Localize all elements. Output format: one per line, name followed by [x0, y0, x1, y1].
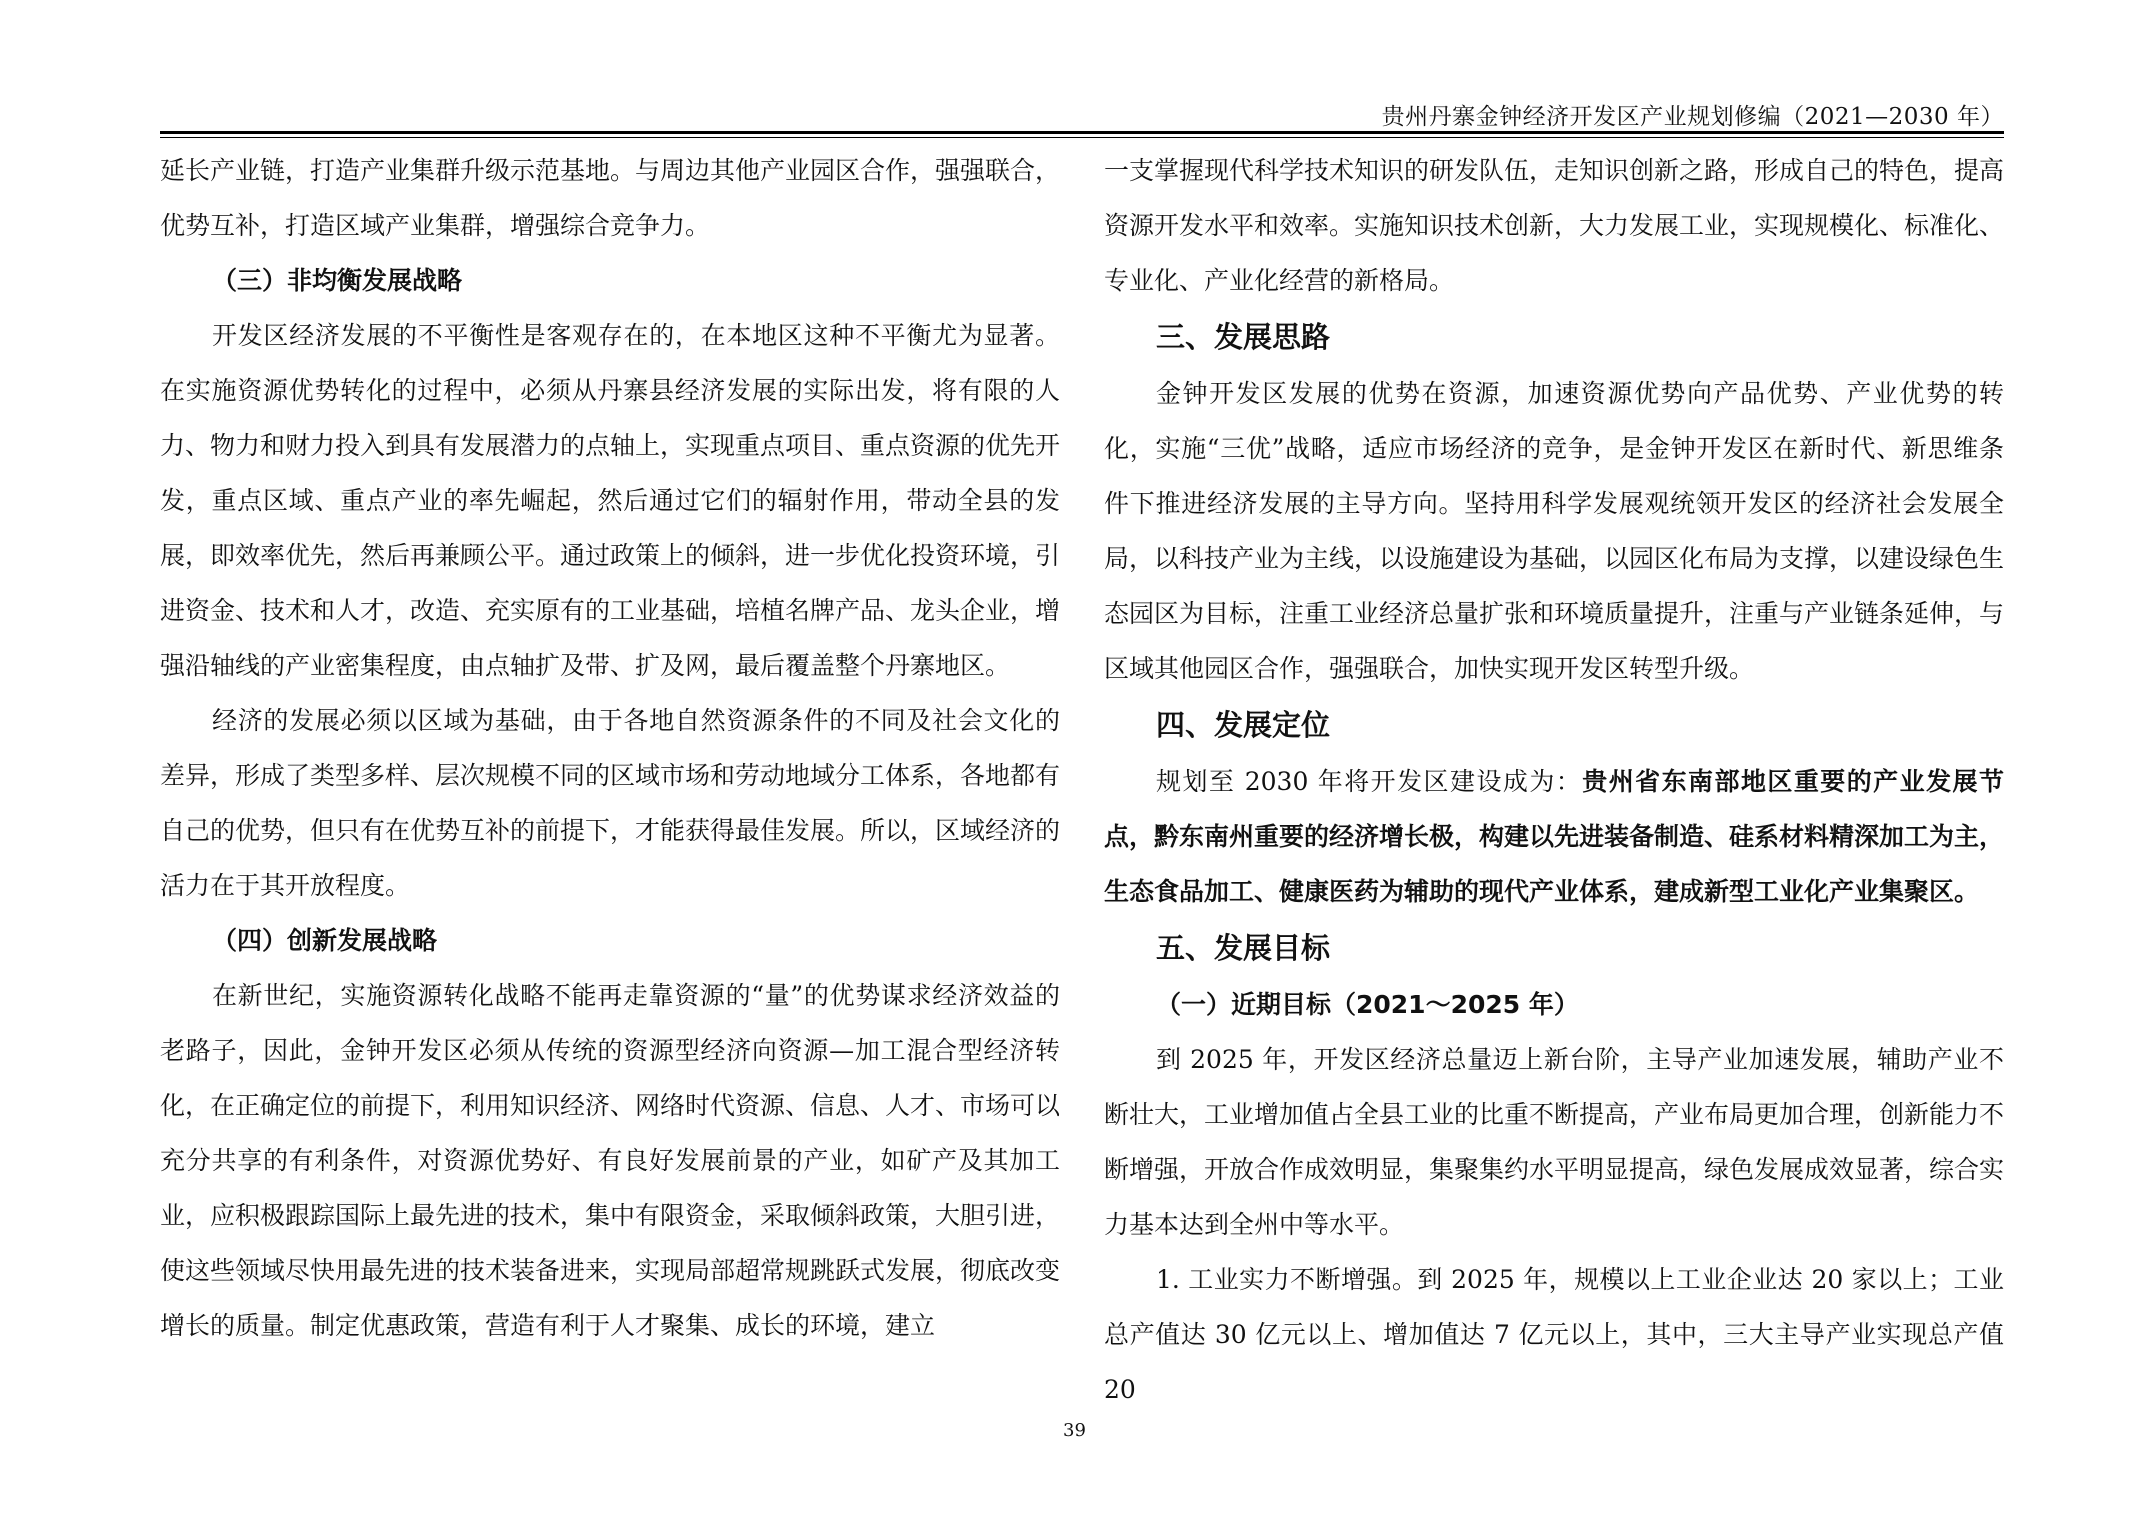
header-rule-thin: [160, 137, 2004, 138]
heading-development-positioning: 四、发展定位: [1156, 708, 1331, 742]
paragraph-industrial-strength: 1. 工业实力不断增强。到 2025 年，规模以上工业企业达 20 家以上；工业总产值达 30 亿元以上、增加值达 7 亿元以上，其中，三大主导产业实现总产值 20: [1104, 1265, 2004, 1404]
paragraph-continuation: 一支掌握现代科学技术知识的研发队伍，走知识创新之路，形成自己的特色，提高资源开发水平和效率。实施知识技术创新，大力发展工业，实现规模化、标准化、专业化、产业化经营的新格局。: [1104, 156, 2005, 295]
page-number: 39: [1063, 1420, 1086, 1441]
paragraph-unbalanced-1: 开发区经济发展的不平衡性是客观存在的，在本地区这种不平衡尤为显著。在实施资源优势转化的过程中，必须从丹寨县经济发展的实际出发，将有限的人力、物力和财力投入到具有发展潜力的点轴上，实现重点项目、重点资源的优先开发，重点区域、重点产业的率先崛起，然后通过它们的辐射作用，带动全县的发展，即效率优先，然后再兼顾公平。通过政策上的倾斜，进一步优化投资环境，引进资金、技术和人才，改造、充实原有的工业基础，培植名牌产品、龙头企业，增强沿轴线的产业密集程度，由点轴扩及带、扩及网，最后覆盖整个丹寨地区。: [160, 321, 1061, 680]
heading-development-goals: 五、发展目标: [1156, 931, 1331, 965]
paragraph-innovation: 在新世纪，实施资源转化战略不能再走靠资源的“量”的优势谋求经济效益的老路子，因此，金钟开发区必须从传统的资源型经济向资源—加工混合型经济转化，在正确定位的前提下，利用知识经济、网络时代资源、信息、人才、市场可以充分共享的有利条件，对资源优势好、有良好发展前景的产业，如矿产及其加工业，应积极跟踪国际上最先进的技术，集中有限资金，采取倾斜政策，大胆引进，使这些领域尽快用最先进的技术装备进来，实现局部超常规跳跃式发展，彻底改变增长的质量。制定优惠政策，营造有利于人才聚集、成长的环境，建立: [160, 981, 1061, 1340]
positioning-bold: 贵州省东南部地区重要的产业发展节点，黔东南州重要的经济增长极，构建以先进装备制造、硅系材料精深加工为主，生态食品加工、健康医药为辅助的现代产业体系，建成新型工业化产业集聚区。: [1104, 767, 2005, 906]
positioning-lead: 规划至 2030 年将开发区建设成为：: [1156, 767, 1583, 796]
heading-near-term-goals: （一）近期目标（2021～2025 年）: [1156, 990, 1579, 1019]
paragraph-development-thinking: 金钟开发区发展的优势在资源，加速资源优势向产品优势、产业优势的转化，实施“三优”战略，适应市场经济的竞争，是金钟开发区在新时代、新思维条件下推进经济发展的主导方向。坚持用科学发展观统领开发区的经济社会发展全局，以科技产业为主线，以设施建设为基础，以园区化布局为支撑，以建设绿色生态园区为目标，注重工业经济总量扩张和环境质量提升，注重与产业链条延伸，与区域其他园区合作，强强联合，加快实现开发区转型升级。: [1104, 379, 2005, 683]
paragraph-unbalanced-2: 经济的发展必须以区域为基础，由于各地自然资源条件的不同及社会文化的差异，形成了类型多样、层次规模不同的区域市场和劳动地域分工体系，各地都有自己的优势，但只有在优势互补的前提下，才能获得最佳发展。所以，区域经济的活力在于其开放程度。: [160, 706, 1061, 900]
paragraph-intro: 延长产业链，打造产业集群升级示范基地。与周边其他产业园区合作，强强联合，优势互补，打造区域产业集群，增强综合竞争力。: [160, 156, 1061, 240]
heading-development-thinking: 三、发展思路: [1156, 320, 1331, 354]
document-title: 贵州丹寨金钟经济开发区产业规划修编（2021—2030 年）: [1381, 104, 2004, 130]
running-header: [160, 92, 2004, 132]
left-column: [160, 143, 1060, 1353]
paragraph-positioning: [1104, 754, 2004, 919]
paragraph-near-term-goals: 到 2025 年，开发区经济总量迈上新台阶，主导产业加速发展，辅助产业不断壮大，工业增加值占全县工业的比重不断提高，产业布局更加合理，创新能力不断增强，开放合作成效明显，集聚集约水平明显提高，绿色发展成效显著，综合实力基本达到全州中等水平。: [1104, 1045, 2005, 1239]
heading-unbalanced-strategy: （三）非均衡发展战略: [212, 266, 463, 295]
heading-innovation-strategy: （四）创新发展战略: [212, 926, 438, 955]
right-column: [1104, 143, 2004, 1417]
header-rule-thick: [160, 131, 2004, 134]
